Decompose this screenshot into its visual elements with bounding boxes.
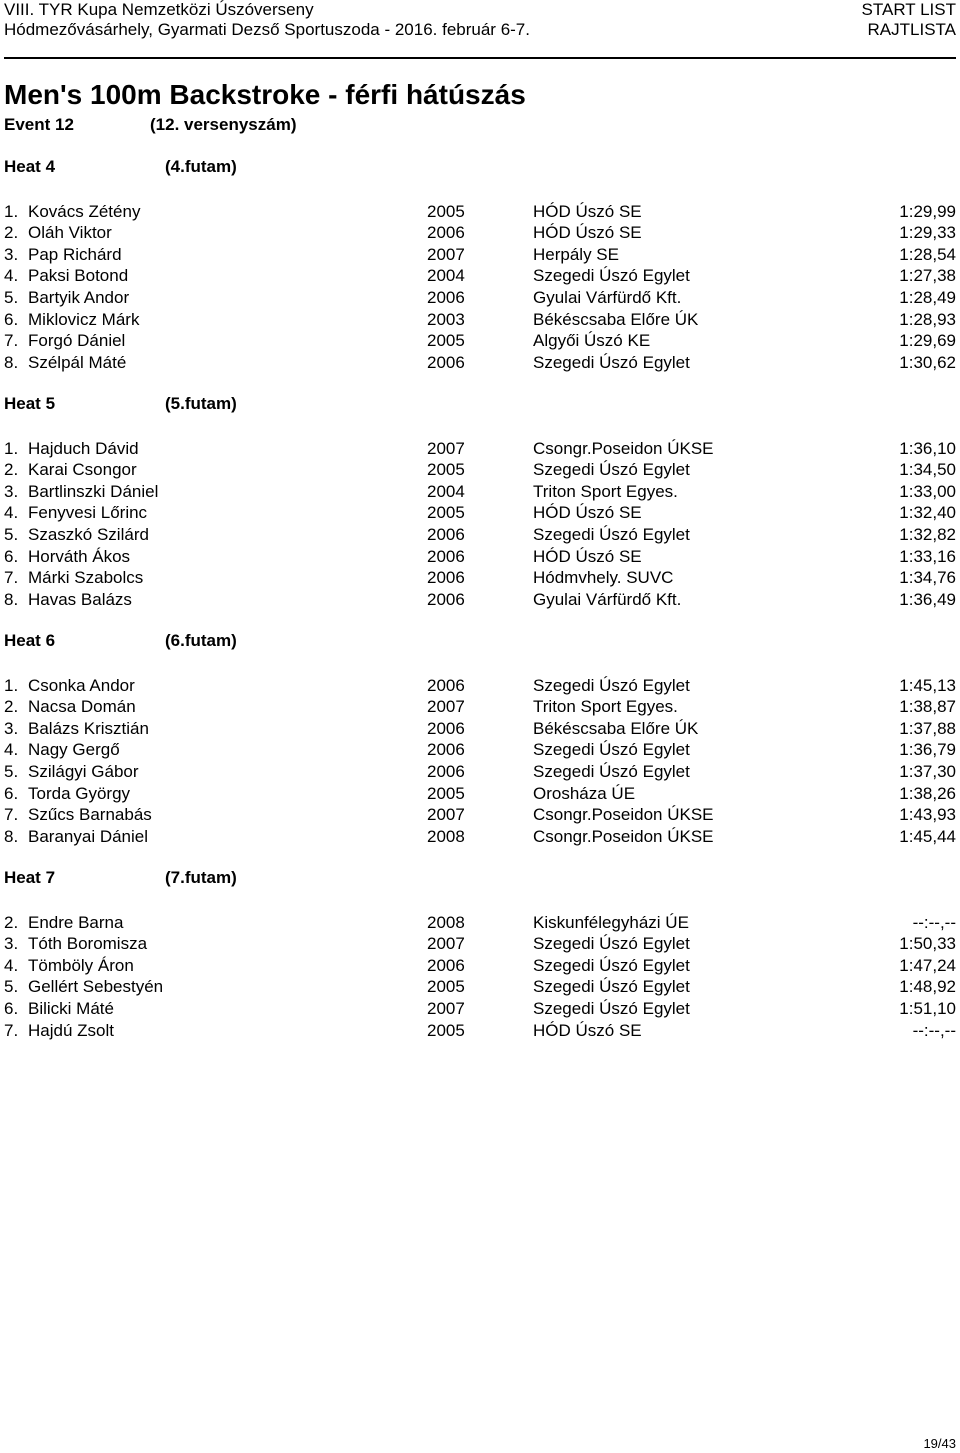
swimmer-entry-time: 1:36,10 (899, 438, 956, 458)
heat-header (0, 868, 960, 890)
swimmer-place: 3. (4, 244, 19, 264)
swimmer-row (0, 265, 960, 287)
swimmer-club: Szegedi Úszó Egylet (533, 955, 690, 975)
swimmer-entry-time: 1:37,88 (899, 718, 956, 738)
swimmer-entry-time: 1:30,62 (899, 352, 956, 372)
swimmer-birth-year: 2005 (427, 1020, 465, 1040)
swimmer-place: 5. (4, 524, 19, 544)
swimmer-place: 6. (4, 309, 19, 329)
swimmer-name: Forgó Dániel (28, 331, 126, 351)
swimmer-club: Triton Sport Egyes. (533, 481, 678, 501)
swimmer-entry-time: 1:43,93 (899, 805, 956, 825)
swimmer-name: Szűcs Barnabás (28, 805, 152, 825)
swimmer-place: 7. (4, 568, 19, 588)
swimmer-row (0, 675, 960, 697)
heat-section (0, 868, 960, 1041)
swimmer-birth-year: 2007 (427, 697, 465, 717)
swimmer-club: Szegedi Úszó Egylet (533, 460, 690, 480)
swimmer-name: Nacsa Domán (28, 697, 136, 717)
swimmer-birth-year: 2006 (427, 287, 465, 307)
heat-header (0, 631, 960, 653)
swimmer-name: Oláh Viktor (28, 223, 112, 243)
swimmer-club: HÓD Úszó SE (533, 201, 642, 221)
swimmer-row (0, 438, 960, 460)
swimmer-club: HÓD Úszó SE (533, 546, 642, 566)
swimmer-entry-time: 1:29,33 (899, 223, 956, 243)
swimmer-entry-time: 1:29,69 (899, 331, 956, 351)
swimmer-place: 1. (4, 675, 19, 695)
competition-title: VIII. TYR Kupa Nemzetközi Úszóverseny (4, 0, 314, 19)
swimmer-birth-year: 2006 (427, 589, 465, 609)
swimmer-name: Kovács Zétény (28, 201, 141, 221)
swimmer-club: Szegedi Úszó Egylet (533, 977, 690, 997)
swimmer-name: Gellért Sebestyén (28, 977, 164, 997)
swimmer-entry-time: 1:28,49 (899, 287, 956, 307)
swimmer-club: Hódmvhely. SUVC (533, 568, 674, 588)
swimmer-birth-year: 2008 (427, 912, 465, 932)
swimmer-row (0, 222, 960, 244)
swimmer-birth-year: 2006 (427, 955, 465, 975)
swimmer-club: Szegedi Úszó Egylet (533, 934, 690, 954)
heat-label: Heat 4 (4, 157, 56, 176)
swimmer-row (0, 976, 960, 998)
swimmer-entry-time: 1:51,10 (899, 998, 956, 1018)
swimmer-birth-year: 2006 (427, 352, 465, 372)
heat-label-hu: (6.futam) (165, 631, 237, 650)
swimmer-row (0, 783, 960, 805)
swimmer-row (0, 567, 960, 589)
swimmer-place: 3. (4, 934, 19, 954)
swimmer-club: Szegedi Úszó Egylet (533, 998, 690, 1018)
swimmer-name: Hajduch Dávid (28, 438, 139, 458)
swimmer-row (0, 502, 960, 524)
swimmer-club: Szegedi Úszó Egylet (533, 524, 690, 544)
swimmer-birth-year: 2006 (427, 568, 465, 588)
swimmer-place: 3. (4, 718, 19, 738)
swimmer-birth-year: 2008 (427, 826, 465, 846)
event-label: Event 12 (4, 115, 74, 134)
swimmer-row (0, 696, 960, 718)
swimmer-place: 3. (4, 481, 19, 501)
swimmer-name: Miklovicz Márk (28, 309, 140, 329)
swimmer-birth-year: 2005 (427, 977, 465, 997)
swimmer-entry-time: 1:37,30 (899, 761, 956, 781)
swimmer-row (0, 589, 960, 611)
swimmer-name: Bartlinszki Dániel (28, 481, 159, 501)
swimmer-row (0, 826, 960, 848)
swimmer-entry-time: 1:38,87 (899, 697, 956, 717)
swimmer-name: Bartyik Andor (28, 287, 130, 307)
swimmer-place: 8. (4, 352, 19, 372)
swimmer-name: Torda György (28, 783, 131, 803)
heat-header (0, 157, 960, 179)
swimmer-entry-time: 1:34,50 (899, 460, 956, 480)
swimmer-club: Békéscsaba Előre ÚK (533, 718, 699, 738)
swimmer-entry-time: 1:48,92 (899, 977, 956, 997)
heat-label: Heat 7 (4, 868, 56, 887)
event-title: Men's 100m Backstroke - férfi hátúszás (4, 79, 526, 110)
venue-date: Hódmezővásárhely, Gyarmati Dezső Sportuszoda - 2016. február 6-7. (4, 20, 530, 39)
doc-type-en: START LIST (861, 0, 956, 19)
swimmer-club: Orosháza ÚE (533, 783, 636, 803)
swimmer-birth-year: 2007 (427, 244, 465, 264)
swimmer-birth-year: 2006 (427, 761, 465, 781)
swimmer-entry-time: 1:33,00 (899, 481, 956, 501)
swimmer-row (0, 912, 960, 934)
swimmer-row (0, 201, 960, 223)
swimmer-entry-time: 1:36,49 (899, 589, 956, 609)
swimmer-place: 2. (4, 912, 19, 932)
swimmer-place: 4. (4, 955, 19, 975)
swimmer-name: Fenyvesi Lőrinc (28, 503, 148, 523)
swimmer-birth-year: 2006 (427, 675, 465, 695)
swimmer-entry-time: 1:28,93 (899, 309, 956, 329)
swimmer-name: Szaszkó Szilárd (28, 524, 149, 544)
swimmer-entry-time: 1:33,16 (899, 546, 956, 566)
heat-rows (0, 912, 960, 1042)
swimmer-entry-time: 1:45,13 (899, 675, 956, 695)
heat-label-hu: (4.futam) (165, 157, 237, 176)
swimmer-birth-year: 2005 (427, 503, 465, 523)
swimmer-row (0, 459, 960, 481)
swimmer-place: 5. (4, 977, 19, 997)
swimmer-name: Karai Csongor (28, 460, 137, 480)
swimmer-birth-year: 2004 (427, 266, 465, 286)
heat-section (0, 157, 960, 373)
swimmer-row (0, 761, 960, 783)
swimmer-club: HÓD Úszó SE (533, 503, 642, 523)
swimmer-club: Szegedi Úszó Egylet (533, 740, 690, 760)
swimmer-club: Csongr.Poseidon ÚKSE (533, 438, 714, 458)
swimmer-birth-year: 2006 (427, 546, 465, 566)
swimmer-place: 8. (4, 589, 19, 609)
swimmer-club: Triton Sport Egyes. (533, 697, 678, 717)
swimmer-birth-year: 2006 (427, 223, 465, 243)
swimmer-place: 5. (4, 287, 19, 307)
swimmer-club: HÓD Úszó SE (533, 223, 642, 243)
swimmer-row (0, 352, 960, 374)
swimmer-name: Szilágyi Gábor (28, 761, 139, 781)
swimmer-row (0, 718, 960, 740)
swimmer-place: 1. (4, 201, 19, 221)
swimmer-entry-time: 1:34,76 (899, 568, 956, 588)
swimmer-entry-time: 1:29,99 (899, 201, 956, 221)
swimmer-place: 6. (4, 783, 19, 803)
swimmer-name: Balázs Krisztián (28, 718, 149, 738)
swimmer-name: Tömböly Áron (28, 955, 134, 975)
heat-label-hu: (5.futam) (165, 394, 237, 413)
heat-label-hu: (7.futam) (165, 868, 237, 887)
swimmer-club: Algyői Úszó KE (533, 331, 651, 351)
swimmer-birth-year: 2005 (427, 201, 465, 221)
swimmer-row (0, 933, 960, 955)
swimmer-club: Kiskunfélegyházi ÚE (533, 912, 689, 932)
swimmer-place: 7. (4, 805, 19, 825)
swimmer-place: 8. (4, 826, 19, 846)
swimmer-name: Havas Balázs (28, 589, 132, 609)
swimmer-name: Baranyai Dániel (28, 826, 149, 846)
swimmer-club: Herpály SE (533, 244, 619, 264)
swimmer-row (0, 287, 960, 309)
swimmer-club: Szegedi Úszó Egylet (533, 266, 690, 286)
swimmer-club: HÓD Úszó SE (533, 1020, 642, 1040)
swimmer-club: Békéscsaba Előre ÚK (533, 309, 699, 329)
swimmer-entry-time: --:--,-- (912, 1020, 956, 1040)
swimmer-row (0, 804, 960, 826)
heat-rows (0, 438, 960, 611)
heat-header (0, 394, 960, 416)
swimmer-birth-year: 2006 (427, 524, 465, 544)
swimmer-row (0, 244, 960, 266)
swimmer-entry-time: 1:28,54 (899, 244, 956, 264)
swimmer-club: Gyulai Várfürdő Kft. (533, 287, 682, 307)
swimmer-row (0, 955, 960, 977)
swimmer-name: Hajdú Zsolt (28, 1020, 114, 1040)
swimmer-name: Horváth Ákos (28, 546, 131, 566)
swimmer-birth-year: 2007 (427, 934, 465, 954)
swimmer-place: 2. (4, 460, 19, 480)
swimmer-club: Csongr.Poseidon ÚKSE (533, 826, 714, 846)
swimmer-birth-year: 2003 (427, 309, 465, 329)
swimmer-name: Nagy Gergő (28, 740, 120, 760)
swimmer-place: 4. (4, 266, 19, 286)
swimmer-entry-time: 1:27,38 (899, 266, 956, 286)
heat-section (0, 394, 960, 610)
swimmer-name: Endre Barna (28, 912, 124, 932)
swimmer-place: 6. (4, 546, 19, 566)
heat-label: Heat 5 (4, 394, 56, 413)
swimmer-birth-year: 2006 (427, 718, 465, 738)
swimmer-birth-year: 2005 (427, 460, 465, 480)
swimmer-name: Szélpál Máté (28, 352, 127, 372)
swimmer-birth-year: 2007 (427, 998, 465, 1018)
swimmer-entry-time: 1:38,26 (899, 783, 956, 803)
swimmer-club: Szegedi Úszó Egylet (533, 761, 690, 781)
event-label-hu: (12. versenyszám) (150, 115, 297, 134)
swimmer-row (0, 309, 960, 331)
swimmer-birth-year: 2007 (427, 438, 465, 458)
swimmer-club: Csongr.Poseidon ÚKSE (533, 805, 714, 825)
heat-section (0, 631, 960, 847)
swimmer-entry-time: 1:32,82 (899, 524, 956, 544)
swimmer-row (0, 1020, 960, 1042)
swimmer-place: 4. (4, 503, 19, 523)
swimmer-name: Paksi Botond (28, 266, 129, 286)
swimmer-club: Szegedi Úszó Egylet (533, 352, 690, 372)
swimmer-club: Szegedi Úszó Egylet (533, 675, 690, 695)
swimmer-place: 4. (4, 740, 19, 760)
swimmer-birth-year: 2004 (427, 481, 465, 501)
swimmer-name: Csonka Andor (28, 675, 135, 695)
doc-type-hu: RAJTLISTA (867, 20, 956, 39)
swimmer-entry-time: --:--,-- (912, 912, 956, 932)
heat-label: Heat 6 (4, 631, 56, 650)
swimmer-entry-time: 1:45,44 (899, 826, 956, 846)
swimmer-birth-year: 2006 (427, 740, 465, 760)
swimmer-place: 7. (4, 1020, 19, 1040)
swimmer-name: Pap Richárd (28, 244, 122, 264)
swimmer-name: Tóth Boromisza (28, 934, 148, 954)
swimmer-row (0, 546, 960, 568)
swimmer-place: 2. (4, 223, 19, 243)
swimmer-entry-time: 1:50,33 (899, 934, 956, 954)
swimmer-place: 6. (4, 998, 19, 1018)
swimmer-birth-year: 2005 (427, 783, 465, 803)
swimmer-place: 5. (4, 761, 19, 781)
swimmer-row (0, 998, 960, 1020)
heat-rows (0, 201, 960, 374)
swimmer-row (0, 524, 960, 546)
page-number: 19/43 (923, 1436, 956, 1451)
swimmer-row (0, 330, 960, 352)
swimmer-birth-year: 2007 (427, 805, 465, 825)
swimmer-row (0, 481, 960, 503)
swimmer-row (0, 739, 960, 761)
heat-rows (0, 675, 960, 848)
swimmer-entry-time: 1:36,79 (899, 740, 956, 760)
swimmer-place: 1. (4, 438, 19, 458)
swimmer-entry-time: 1:47,24 (899, 955, 956, 975)
header-divider (4, 57, 956, 59)
swimmer-name: Márki Szabolcs (28, 568, 144, 588)
swimmer-entry-time: 1:32,40 (899, 503, 956, 523)
swimmer-place: 7. (4, 331, 19, 351)
swimmer-place: 2. (4, 697, 19, 717)
swimmer-birth-year: 2005 (427, 331, 465, 351)
swimmer-name: Bilicki Máté (28, 998, 114, 1018)
swimmer-club: Gyulai Várfürdő Kft. (533, 589, 682, 609)
